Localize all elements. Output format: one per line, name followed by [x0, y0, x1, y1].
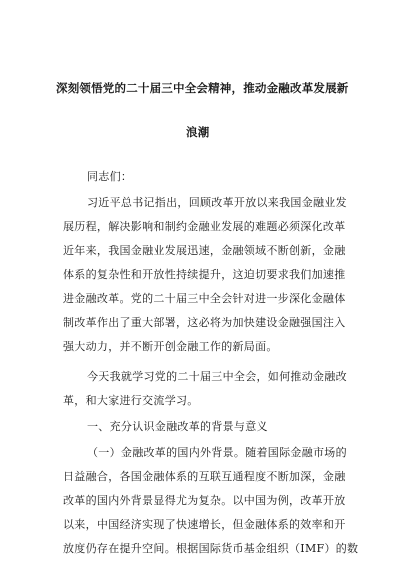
paragraph-line: 展历程，解决影响和制约金融业发展的难题必须深化改革 [63, 220, 346, 233]
paragraph-line: 改革的国内外背景显得尤为复杂。以中国为例，改革开放 [63, 494, 346, 507]
paragraph-line: 日益融合，各国金融体系的互联互通程度不断加深，金融 [63, 470, 346, 483]
document-title-line-2: 浪潮 [186, 125, 210, 139]
paragraph-line: 以来，中国经济实现了快速增长，但金融体系的效率和开 [63, 518, 346, 531]
paragraph-line: 今天我就学习党的二十届三中全会，如何推动金融改 [87, 370, 347, 383]
paragraph-line: 近年来，我国金融业发展迅速，金融领域不断创新，金融 [63, 244, 346, 257]
paragraph-line: （一）金融改革的国内外背景。随着国际金融市场的 [87, 446, 347, 459]
paragraph-line: 习近平总书记指出，回顾改革开放以来我国金融业发 [87, 196, 347, 209]
paragraph-line: 革，和大家进行交流学习。 [63, 394, 199, 407]
paragraph-line: 制改革作出了重大部署，这必将为加快建设金融强国注入 [63, 316, 346, 329]
salutation: 同志们： [87, 170, 133, 183]
document-title-line-1: 深刻领悟党的二十届三中全会精神，推动金融改革发展新 [56, 81, 349, 95]
section-heading: 一、充分认识金融改革的背景与意义 [87, 420, 268, 433]
paragraph-line: 强大动力，并不断开创金融工作的新局面。 [63, 340, 278, 353]
paragraph-line: 进金融改革。党的二十届三中全会针对进一步深化金融体 [63, 292, 346, 305]
paragraph-line: 体系的复杂性和开放性持续提升，这迫切要求我们加速推 [63, 268, 346, 281]
paragraph-line: 放度仍存在提升空间。根据国际货币基金组织（IMF）的数 [63, 542, 359, 555]
